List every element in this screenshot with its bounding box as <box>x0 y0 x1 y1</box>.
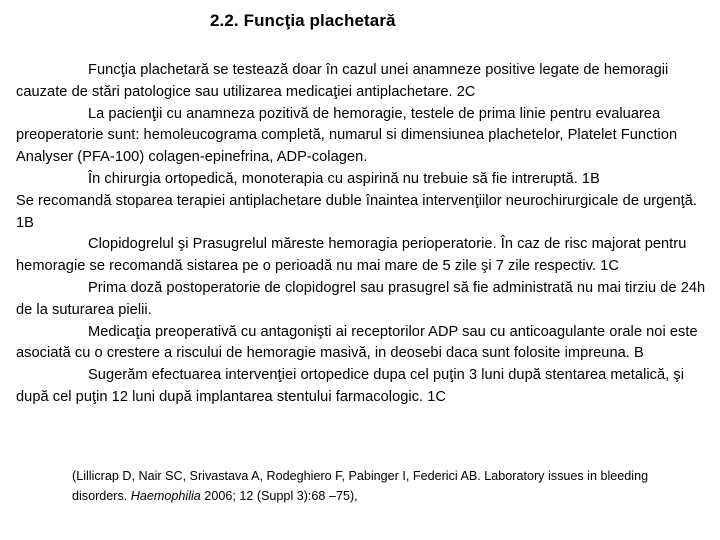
reference-authors-title: (Lillicrap D, Nair SC, Srivastava A, Rodeghiero F, Pabinger I, Federici AB. Laboratory issues in bleeding disorders. <box>72 469 649 503</box>
paragraph-platelet-testing: Funcţia plachetară se testează doar în cazul unei anamneze positive legate de hemoragii cauzate de stări patologice sau utilizarea medicaţiei antiplachetare. 2C <box>16 62 669 100</box>
body-text <box>16 60 716 409</box>
reference-citation <box>72 466 702 506</box>
paragraph-dual-antiplatelet: Se recomandă stoparea terapiei antiplachetare duble înaintea intervenţiilor neurochirurgicale de urgenţă. 1B <box>16 192 698 231</box>
paragraph-postoperative-dose: Prima doză postoperatorie de clopidogrel sau prasugrel să fie administrată nu mai tirziu de 24h de la suturarea pielii. <box>16 279 706 318</box>
paragraph-preoperative-medication: Medicaţia preoperativă cu antagonişti ai receptorilor ADP sau cu anticoagulante orale noi este asociată cu o crestere a riscului de hemoragie masivă, in deosebi daca sunt folosite impreuna. B <box>16 323 698 362</box>
slide-title: 2.2. Funcţia plachetară <box>210 11 396 30</box>
reference-volume-pages: 2006; 12 (Suppl 3):68 –75), <box>200 489 358 503</box>
paragraph-stent-timing: Sugerăm efectuarea intervenţiei ortopedice dupa cel puţin 3 luni după stentarea metalică, şi după cel puţin 12 luni după implantarea stentului farmacologic. 1C <box>16 367 685 405</box>
reference-journal: Haemophilia <box>130 489 201 503</box>
reference-text <box>72 466 702 506</box>
paragraph-aspirin-monotherapy: În chirurgia ortopedică, monoterapia cu aspirină nu trebuie să fie intreruptă. 1B <box>88 170 600 187</box>
paragraph-first-line-tests: La pacienţii cu anamneza pozitivă de hemoragie, testele de prima linie pentru evaluarea preoperatorie sunt: hemoleucograma completă, numarul si dimensiunea plachetelor, Platelet Function Analyser (PFA-100) colagen-epinefrina, ADP-colagen. <box>16 105 678 166</box>
paragraph-clopidogrel-prasugrel: Clopidogrelul şi Prasugrelul măreste hemoragia perioperatorie. În caz de risc majorat pentru hemoragie se recomandă sistarea pe o perioadă nu mai mare de 5 zile şi 7 zile respectiv. 1C <box>16 236 687 275</box>
